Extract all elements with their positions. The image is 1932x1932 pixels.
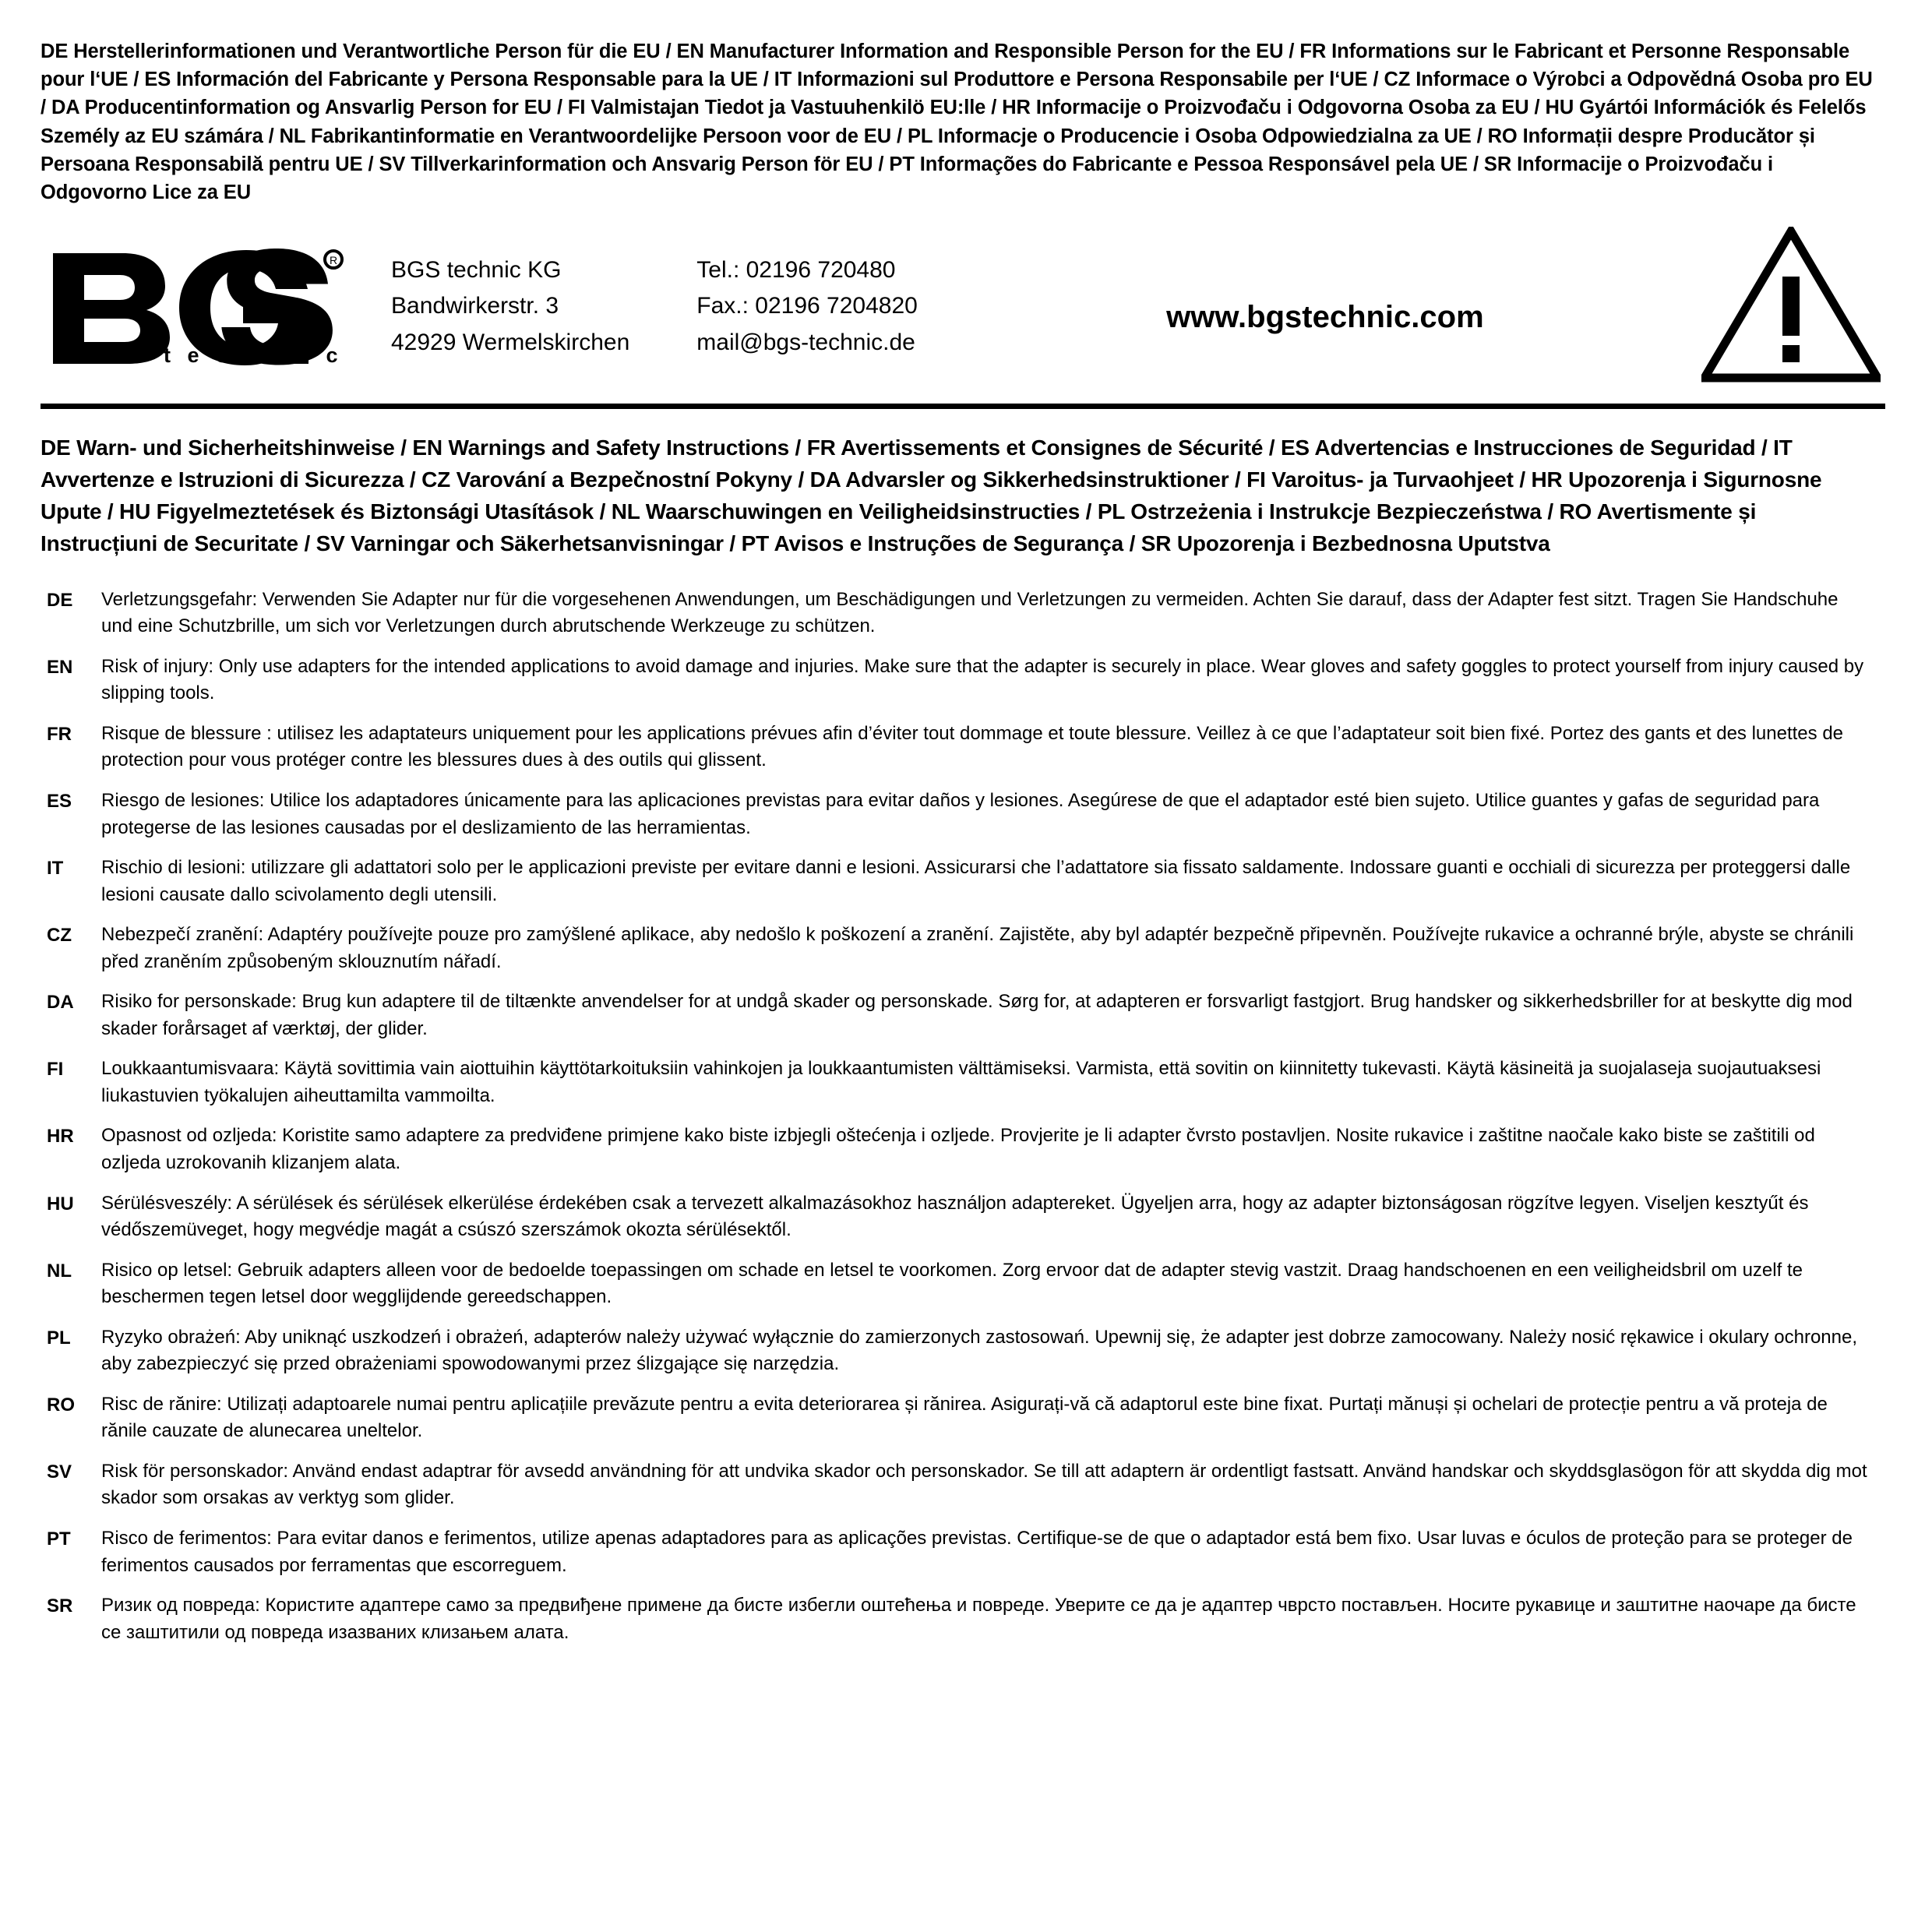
warning-row <box>41 922 1885 975</box>
warning-row <box>41 1123 1885 1176</box>
language-code: DE <box>47 589 73 611</box>
company-tel: Tel.: 02196 720480 <box>696 256 896 283</box>
language-code: EN <box>47 656 73 678</box>
warning-text: Risk för personskador: Använd endast adaptrar för avsedd användning för att undvika skador och personskador. Se till att adaptern är ordentligt fastsatt. Använd handskar och skyddsglasögon för att skydda dig mot skador som orsakas av verktyg som glider. <box>101 1460 1867 1509</box>
language-code: PL <box>47 1327 71 1349</box>
warning-row <box>41 989 1885 1042</box>
company-name: BGS technic KG <box>391 256 562 283</box>
safety-instructions-heading: DE Warn- und Sicherheitshinweise / EN Warnings and Safety Instructions / FR Avertissements et Consignes de Sécurité / ES Advertencias e Instrucciones de Seguridad / IT Avvertenze e Istruzioni di Sicurezza / CZ Varování a Bezpečnostní Pokyny / DA Advarsler og Sikkerhedsinstruktioner / FI Varoitus- ja Turvaohjeet / HR Upozorenja i Sigurnosne Upute / HU Figyelmeztetések és Biztonsági Utasítások / NL Waarschuwingen en Veiligheidsinstructies / PL Ostrzeżenia i Instrukcje Bezpieczeństwa / RO Avertismente și Instrucțiuni de Securitate / SV Varningar och Säkerhetsanvisningar / PT Avisos e Instruções de Segurança / SR Upozorenja i Bezbednosna Uputstva <box>41 435 1822 555</box>
company-fax: Fax.: 02196 7204820 <box>696 293 918 319</box>
warning-triangle-icon <box>1701 227 1885 386</box>
warning-row <box>41 1458 1885 1512</box>
warning-text: Loukkaantumisvaara: Käytä sovittimia vain aiottuihin käyttötarkoituksiin vahinkojen ja loukkaantumisten välttämiseksi. Varmista, että sovitin on kiinnitetty tukevasti. Käytä käsineitä ja suojalaseja suojautuaksesi liukastuvien työkalujen aiheuttamilta vammoilta. <box>101 1058 1821 1106</box>
language-code: HU <box>47 1193 74 1215</box>
language-code: FR <box>47 723 72 745</box>
language-code: DA <box>47 992 74 1014</box>
company-address <box>383 252 629 361</box>
warning-text: Opasnost od ozljeda: Koristite samo adaptere za predviđene primjene kako biste izbjegli oštećenja i ozljede. Provjerite je li adapter čvrsto postavljen. Nosite rukavice i zaštitne naočale kako biste se zaštitili od ozljeda uzrokovanih klizanjem alata. <box>101 1125 1815 1174</box>
company-street: Bandwirkerstr. 3 <box>391 293 559 319</box>
warning-text: Risk of injury: Only use adapters for the intended applications to avoid damage and injuries. Make sure that the adapter is securely in place. Wear gloves and safety goggles to protect yourself from injury caused by slipping tools. <box>101 655 1864 704</box>
language-code: SR <box>47 1595 73 1617</box>
warning-row <box>41 1056 1885 1109</box>
company-website[interactable]: www.bgstechnic.com <box>1166 300 1484 335</box>
company-city: 42929 Wermelskirchen <box>391 329 630 355</box>
warning-text: Rischio di lesioni: utilizzare gli adattatori solo per le applicazioni previste per evitare danni e lesioni. Assicurarsi che l’adattatore sia fissato saldamente. Indossare guanti e occhiali di sicurezza per proteggersi dalle lesioni causate dallo scivolamento degli utensili. <box>101 857 1851 905</box>
warning-row <box>41 1525 1885 1579</box>
warning-row <box>41 1324 1885 1378</box>
company-email: mail@bgs-technic.de <box>696 329 915 355</box>
language-code: RO <box>47 1394 75 1416</box>
warning-text: Risco de ferimentos: Para evitar danos e ferimentos, utilize apenas adaptadores para as aplicações previstas. Certifique-se de que o adaptador está bem fixo. Usar luvas e óculos de proteção para se proteger de ferimentos causados por ferramentas que escorreguem. <box>101 1528 1853 1576</box>
company-contact <box>629 252 918 361</box>
warning-text: Ризик од повреда: Користите адаптере само за предвиђене примене да бисте избегли оштећења и повреде. Уверите се да је адаптер чврсто постављен. Носите рукавице и заштитне наочаре да бисте се заштитили од повреда изазваних клизањем алата. <box>101 1595 1856 1643</box>
warning-text: Riesgo de lesiones: Utilice los adaptadores únicamente para las aplicaciones previstas para evitar daños y lesiones. Asegúrese de que el adaptador esté bien sujeto. Utilice guantes y gafas de seguridad para protegerse de las lesiones causadas por el deslizamiento de las herramientas. <box>101 790 1820 838</box>
svg-text:R: R <box>329 253 338 266</box>
warning-text: Verletzungsgefahr: Verwenden Sie Adapter nur für die vorgesehenen Anwendungen, um Beschädigungen und Verletzungen zu vermeiden. Achten Sie darauf, dass der Adapter fest sitzt. Tragen Sie Handschuhe und eine Schutzbrille, um sich vor Verletzungen durch abrutschende Werkzeuge zu schützen. <box>101 588 1839 637</box>
warning-triangle-svg <box>1701 227 1881 383</box>
warning-row <box>41 1190 1885 1244</box>
masthead <box>41 227 1885 409</box>
svg-text:t e c h n i c: t e c h n i c <box>164 343 344 365</box>
warning-text: Risque de blessure : utilisez les adaptateurs uniquement pour les applications prévues afin d’éviter tout dommage et toute blessure. Veillez à ce que l’adaptateur soit bien fixé. Portez des gants et des lunettes de protection pour vous protéger contre les blessures dues à des outils qui glissent. <box>101 722 1844 771</box>
warning-row <box>41 654 1885 707</box>
manufacturer-info-heading: DE Herstellerinformationen und Verantwortliche Person für die EU / EN Manufacturer Information and Responsible Person for the EU / FR Informations sur le Fabricant et Personne Responsable pour l‘UE / ES Información del Fabricante y Persona Responsable para la UE / IT Informazioni sul Produttore e Persona Responsabile per l‘UE / CZ Informace o Výrobci a Odpovědná Osoba pro EU / DA Producentinformation og Ansvarlig Person for EU / FI Valmistajan Tiedot ja Vastuuhenkilö EU:lle / HR Informacije o Proizvođaču i Odgovorna Osoba za EU / HU Gyártói Információk és Felelős Személy az EU számára / NL Fabrikantinformatie en Verantwoordelijke Persoon voor de EU / PL Informacje o Producencie i Osoba Odpowiedzialna za UE / RO Informații despre Producător și Persoana Responsabilă pentru UE / SV Tillverkarinformation och Ansvarig Person för EU / PT Informações do Fabricante e Pessoa Responsável pela UE / SR Informacije o Proizvođaču i Odgovorno Lice za EU <box>41 41 1873 204</box>
language-code: HR <box>47 1126 74 1148</box>
warning-row <box>41 855 1885 908</box>
language-code: FI <box>47 1059 64 1081</box>
warning-row <box>41 587 1885 640</box>
bgs-logo <box>41 249 383 365</box>
warning-text: Risc de rănire: Utilizați adaptoarele numai pentru aplicațiile prevăzute pentru a evita deteriorarea și rănirea. Asigurați-vă că adaptorul este bine fixat. Purtați mănuși și ochelari de protecție pentru a vă proteja de rănile cauzate de alunecarea uneltelor. <box>101 1393 1828 1442</box>
warning-text: Ryzyko obrażeń: Aby uniknąć uszkodzeń i obrażeń, adapterów należy używać wyłącznie do zamierzonych zastosowań. Upewnij się, że adapter jest dobrze zamocowany. Należy nosić rękawice i okulary ochronne, aby zabezpieczyć się przed obrażeniami spowodowanymi przez ślizgające się narzędzia. <box>101 1326 1858 1375</box>
language-code: NL <box>47 1260 72 1282</box>
language-code: ES <box>47 791 72 812</box>
warning-text: Risico op letsel: Gebruik adapters alleen voor de bedoelde toepassingen om schade en letsel te voorkomen. Zorg ervoor dat de adapter stevig vastzit. Draag handschoenen en een veiligheidsbril om uzelf te beschermen tegen letsel door wegglijdende gereedschappen. <box>101 1259 1803 1308</box>
warning-row <box>41 1592 1885 1646</box>
warning-row <box>41 1257 1885 1311</box>
language-code: PT <box>47 1528 71 1550</box>
bgs-logo-icon <box>48 249 360 365</box>
warning-text: Nebezpečí zranění: Adaptéry používejte pouze pro zamýšlené aplikace, aby nedošlo k poškození a zranění. Zajistěte, aby byl adaptér bezpečně připevněn. Používejte rukavice a ochranné brýle, abyste se chránili před zraněním způsobeným sklouznutím nářadí. <box>101 924 1854 972</box>
warnings-list <box>41 587 1885 1647</box>
warning-row <box>41 1391 1885 1445</box>
warning-row <box>41 788 1885 841</box>
warning-text: Risiko for personskade: Brug kun adaptere til de tiltænkte anvendelser for at undgå skader og personskade. Sørg for, at adapteren er forsvarligt fastgjort. Brug handsker og sikkerhedsbriller for at beskytte dig mod skader forårsaget af værktøj, der glider. <box>101 991 1853 1039</box>
language-code: CZ <box>47 925 72 947</box>
warning-row <box>41 721 1885 774</box>
language-code: IT <box>47 858 64 880</box>
language-code: SV <box>47 1461 72 1482</box>
warning-text: Sérülésveszély: A sérülések és sérülések elkerülése érdekében csak a tervezett alkalmazásokhoz használjon adaptereket. Ügyeljen arra, hogy az adapter biztonságosan rögzítve legyen. Viseljen kesztyűt és védőszemüveget, hogy megvédje magát a csúszó szerszámok okozta sérülésektől. <box>101 1192 1809 1241</box>
